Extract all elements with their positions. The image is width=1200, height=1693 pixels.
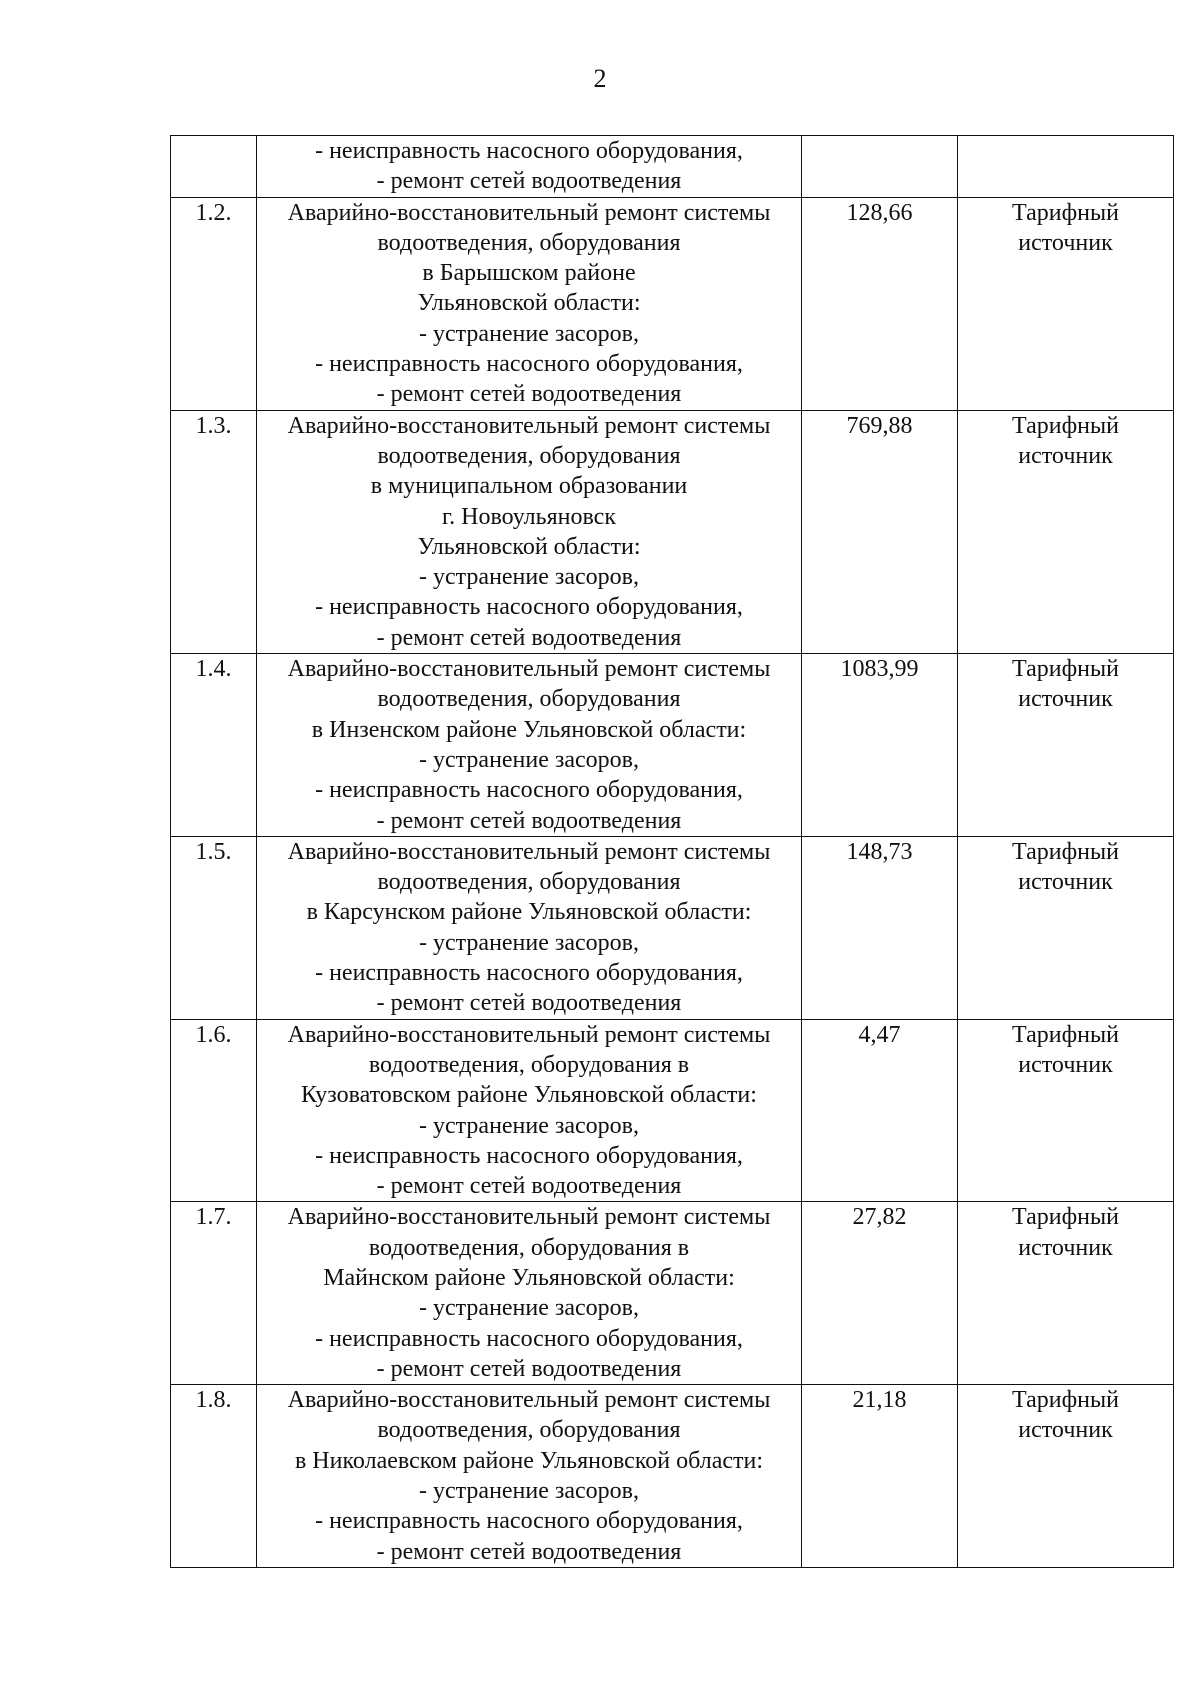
description-line: водоотведения, оборудования в [368, 1234, 690, 1261]
row-amount-cell [802, 136, 958, 198]
description-line: Майнском районе Ульяновской области: [323, 1264, 735, 1291]
table-row [171, 1019, 1174, 1202]
description-line: в муниципальном образовании [370, 473, 688, 500]
description-line: - неисправность насосного оборудования, [315, 594, 743, 621]
page-number: 2 [593, 64, 607, 93]
table-body [171, 136, 1174, 1568]
source-line: источник [1018, 686, 1113, 713]
row-number: 1.6. [195, 1021, 232, 1048]
row-description-cell [257, 1202, 802, 1385]
source-line: источник [1018, 1417, 1113, 1444]
table-row [171, 197, 1174, 410]
source-line: Тарифный [1012, 1387, 1119, 1414]
description-line: - устранение засоров, [418, 746, 640, 773]
table-row [171, 410, 1174, 653]
description-line: - неисправность насосного оборудования, [315, 351, 743, 378]
row-amount: 4,47 [858, 1021, 901, 1048]
table-row [171, 836, 1174, 1019]
description-line: - неисправность насосного оборудования, [315, 138, 743, 164]
row-number-cell [171, 1385, 257, 1568]
row-number: 1.5. [195, 838, 232, 865]
row-amount: 21,18 [852, 1387, 907, 1414]
row-number: 1.8. [195, 1387, 232, 1414]
description-line: - неисправность насосного оборудования, [315, 777, 743, 804]
description-line: Ульяновской области: [417, 290, 641, 317]
description-line: водоотведения, оборудования [377, 686, 681, 713]
description-line: - устранение засоров, [418, 1478, 640, 1505]
description-line: водоотведения, оборудования [377, 1417, 681, 1444]
row-amount: 128,66 [846, 199, 913, 226]
row-amount-cell [802, 1019, 958, 1202]
row-description-cell [257, 1019, 802, 1202]
description-line: - ремонт сетей водоотведения [376, 168, 682, 195]
row-description-cell [257, 136, 802, 198]
source-line: Тарифный [1012, 656, 1119, 683]
source-line: источник [1018, 869, 1113, 896]
description-line: - устранение засоров, [418, 1295, 640, 1322]
row-source-cell [958, 654, 1174, 837]
row-number: 1.7. [195, 1204, 232, 1231]
row-number-cell [171, 1202, 257, 1385]
description-line: - неисправность насосного оборудования, [315, 960, 743, 987]
row-amount-cell [802, 654, 958, 837]
description-line: водоотведения, оборудования в [368, 1051, 690, 1078]
row-source-cell [958, 1202, 1174, 1385]
description-line: - ремонт сетей водоотведения [376, 1355, 682, 1382]
source-line: Тарифный [1012, 412, 1119, 439]
works-table [170, 135, 1174, 1568]
description-line: - ремонт сетей водоотведения [376, 381, 682, 408]
description-line: Аварийно-восстановительный ремонт системы [287, 838, 771, 865]
description-line: в Барышском районе [422, 260, 636, 287]
source-line: Тарифный [1012, 199, 1119, 226]
row-amount-cell [802, 1385, 958, 1568]
table-row [171, 654, 1174, 837]
description-line: в Николаевском районе Ульяновской области: [294, 1447, 764, 1474]
row-description-cell [257, 410, 802, 653]
source-line: Тарифный [1012, 1204, 1119, 1231]
row-number-cell [171, 410, 257, 653]
row-number-cell [171, 654, 257, 837]
description-line: - устранение засоров, [418, 320, 640, 347]
description-line: Аварийно-восстановительный ремонт системы [287, 199, 771, 226]
description-line: г. Новоульяновск [442, 503, 616, 530]
source-line: источник [1018, 1051, 1113, 1078]
description-line: Кузоватовском районе Ульяновской области: [301, 1082, 757, 1109]
row-description-cell [257, 836, 802, 1019]
row-number-cell [171, 136, 257, 198]
row-amount: 27,82 [852, 1204, 907, 1231]
description-line: - ремонт сетей водоотведения [376, 1538, 682, 1565]
row-amount: 1083,99 [840, 656, 919, 683]
description-line: - устранение засоров, [418, 1112, 640, 1139]
row-number: 1.2. [195, 199, 232, 226]
description-line: - ремонт сетей водоотведения [376, 990, 682, 1017]
row-number: 1.3. [195, 412, 232, 439]
description-line: водоотведения, оборудования [377, 442, 681, 469]
description-line: в Карсунском районе Ульяновской области: [306, 899, 752, 926]
source-line: источник [1018, 1234, 1113, 1261]
row-amount-cell [802, 410, 958, 653]
row-number: 1.4. [195, 656, 232, 683]
row-source-cell [958, 136, 1174, 198]
description-line: - неисправность насосного оборудования, [315, 1142, 743, 1169]
table-row [171, 1385, 1174, 1568]
description-line: Аварийно-восстановительный ремонт системы [287, 412, 771, 439]
source-line: источник [1018, 442, 1113, 469]
description-line: водоотведения, оборудования [377, 869, 681, 896]
row-number-cell [171, 836, 257, 1019]
row-number-cell [171, 1019, 257, 1202]
description-line: - неисправность насосного оборудования, [315, 1325, 743, 1352]
source-line: Тарифный [1012, 1021, 1119, 1048]
description-line: - ремонт сетей водоотведения [376, 624, 682, 651]
source-line: источник [1018, 229, 1113, 256]
row-description-cell [257, 197, 802, 410]
row-source-cell [958, 410, 1174, 653]
description-line: Аварийно-восстановительный ремонт системы [287, 656, 771, 683]
description-line: Аварийно-восстановительный ремонт системы [287, 1387, 771, 1414]
row-amount: 148,73 [846, 838, 913, 865]
row-source-cell [958, 1385, 1174, 1568]
row-amount-cell [802, 1202, 958, 1385]
description-line: Аварийно-восстановительный ремонт системы [287, 1021, 771, 1048]
description-line: - ремонт сетей водоотведения [376, 807, 682, 834]
description-line: - ремонт сетей водоотведения [376, 1173, 682, 1200]
row-description-cell [257, 654, 802, 837]
row-source-cell [958, 1019, 1174, 1202]
row-amount: 769,88 [846, 412, 913, 439]
row-amount-cell [802, 197, 958, 410]
description-line: водоотведения, оборудования [377, 229, 681, 256]
description-line: Ульяновской области: [417, 533, 641, 560]
source-line: Тарифный [1012, 838, 1119, 865]
description-line: Аварийно-восстановительный ремонт системы [287, 1204, 771, 1231]
table-row [171, 1202, 1174, 1385]
description-line: - устранение засоров, [418, 564, 640, 591]
table-row-continuation [171, 136, 1174, 198]
description-line: - неисправность насосного оборудования, [315, 1508, 743, 1535]
row-source-cell [958, 836, 1174, 1019]
row-amount-cell [802, 836, 958, 1019]
row-source-cell [958, 197, 1174, 410]
description-line: в Инзенском районе Ульяновской области: [311, 716, 747, 743]
description-line: - устранение засоров, [418, 929, 640, 956]
row-description-cell [257, 1385, 802, 1568]
row-number-cell [171, 197, 257, 410]
